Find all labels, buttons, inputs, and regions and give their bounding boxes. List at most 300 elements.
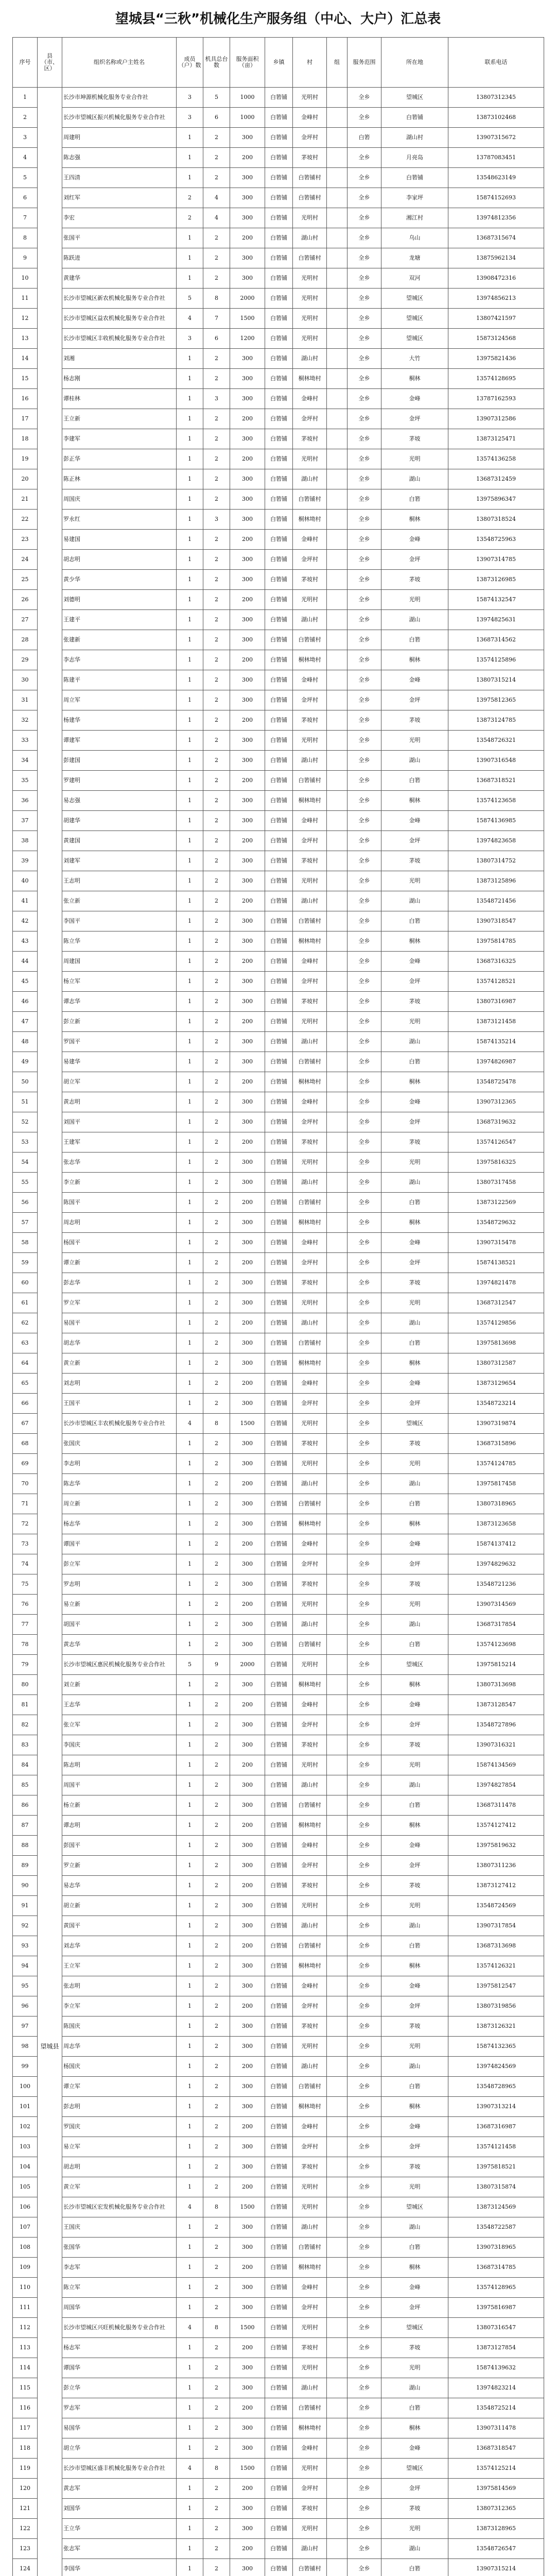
member-count: 1 [177,1936,203,1956]
row-number: 75 [13,1574,38,1595]
service-scope: 全乡 [348,510,381,530]
organization-name: 谭立军 [62,2077,177,2097]
phone-cell: 15874132365 [448,2037,544,2057]
machine-count: 2 [203,1896,230,1916]
town-cell: 白箬铺 [265,1474,293,1494]
town-cell: 白箬铺 [265,1615,293,1635]
member-count: 1 [177,992,203,1012]
location-cell: 湘江村 [381,208,448,228]
row-number: 17 [13,409,38,429]
service-scope: 全乡 [348,1635,381,1655]
organization-name: 李志华 [62,650,177,670]
machine-count: 2 [203,851,230,871]
village-cell: 金峰村 [293,670,327,690]
organization-name: 黄立军 [62,2177,177,2197]
row-number: 16 [13,389,38,409]
table-row [13,329,544,349]
service-scope: 全乡 [348,1474,381,1494]
service-area: 300 [230,1715,265,1735]
group-cell [327,1494,348,1514]
row-number: 61 [13,1293,38,1313]
service-scope: 全乡 [348,228,381,248]
member-count: 1 [177,1514,203,1534]
row-number: 98 [13,2037,38,2057]
town-cell: 白箬铺 [265,2479,293,2499]
table-row [13,2157,544,2177]
phone-cell: 13548727896 [448,1715,544,1735]
village-cell: 湖山村 [293,1173,327,1193]
service-scope: 全乡 [348,1153,381,1173]
village-cell: 金峰村 [293,1092,327,1112]
location-cell: 大竹 [381,349,448,369]
service-scope: 全乡 [348,309,381,329]
phone-cell: 15874132547 [448,590,544,610]
service-area: 300 [230,369,265,389]
member-count: 1 [177,2438,203,2459]
location-cell: 光明 [381,590,448,610]
service-scope: 全乡 [348,1012,381,1032]
row-number: 71 [13,1494,38,1514]
service-scope: 全乡 [348,1333,381,1353]
table-header-row [13,38,544,88]
location-cell: 金坪 [381,550,448,570]
village-cell: 金坪村 [293,2137,327,2157]
service-area: 300 [230,851,265,871]
village-cell: 茅坡村 [293,1273,327,1293]
row-number: 6 [13,188,38,208]
organization-name: 易国华 [62,2418,177,2438]
table-row [13,992,544,1012]
table-body [13,88,544,2576]
group-cell [327,2197,348,2217]
machine-count: 2 [203,2037,230,2057]
phone-cell: 15874134569 [448,1755,544,1775]
phone-cell: 13687316325 [448,952,544,972]
phone-cell: 13873126985 [448,570,544,590]
row-number: 91 [13,1896,38,1916]
table-row [13,831,544,851]
location-cell: 金峰 [381,670,448,690]
phone-cell: 13907313214 [448,2097,544,2117]
phone-cell: 13574128695 [448,369,544,389]
service-scope: 全乡 [348,2057,381,2077]
machine-count: 2 [203,1595,230,1615]
organization-name: 杨志军 [62,2338,177,2358]
phone-cell: 13687317854 [448,1615,544,1635]
machine-count: 2 [203,2398,230,2418]
location-cell: 桐林 [381,369,448,389]
machine-count: 2 [203,650,230,670]
village-cell: 金峰村 [293,2117,327,2137]
table-row [13,851,544,871]
group-cell [327,530,348,550]
table-row [13,1112,544,1132]
machine-count: 2 [203,1936,230,1956]
machine-count: 8 [203,2318,230,2338]
service-scope: 全乡 [348,1735,381,1755]
service-area: 200 [230,1755,265,1775]
phone-cell: 13574125214 [448,2459,544,2479]
location-cell: 光明 [381,2358,448,2378]
table-row [13,1735,544,1755]
organization-name: 黄国平 [62,1916,177,1936]
row-number: 43 [13,931,38,952]
table-row [13,1353,544,1374]
village-cell: 桐林坳村 [293,369,327,389]
location-cell: 茅坡 [381,2338,448,2358]
location-cell: 光明 [381,731,448,751]
machine-count: 2 [203,1213,230,1233]
location-cell: 白箬 [381,1494,448,1514]
table-row [13,1876,544,1896]
machine-count: 2 [203,1494,230,1514]
machine-count: 2 [203,2278,230,2298]
service-scope: 全乡 [348,1715,381,1735]
service-scope: 全乡 [348,2418,381,2438]
member-count: 1 [177,2037,203,2057]
service-area: 200 [230,590,265,610]
location-cell: 茅坡 [381,1273,448,1293]
village-cell: 桐林坳村 [293,2258,327,2278]
service-area: 200 [230,891,265,911]
village-cell: 光明村 [293,2358,327,2378]
group-cell [327,1735,348,1755]
organization-name: 李建军 [62,429,177,449]
organization-name: 黄志军 [62,2479,177,2499]
member-count: 1 [177,911,203,931]
phone-cell: 13787162593 [448,389,544,409]
service-scope: 全乡 [348,1876,381,1896]
member-count: 1 [177,630,203,650]
member-count: 1 [177,228,203,248]
member-count: 1 [177,1494,203,1514]
service-scope: 全乡 [348,1052,381,1072]
service-area: 200 [230,1876,265,1896]
service-area: 300 [230,550,265,570]
service-scope: 全乡 [348,1996,381,2016]
row-number: 64 [13,1353,38,1374]
machine-count: 2 [203,2539,230,2559]
phone-cell: 13907317854 [448,1916,544,1936]
table-row [13,791,544,811]
phone-cell: 13975896347 [448,489,544,510]
machine-count: 2 [203,1474,230,1494]
group-cell [327,1715,348,1735]
group-cell [327,1675,348,1695]
row-number: 108 [13,2238,38,2258]
row-number: 20 [13,469,38,489]
member-count: 1 [177,1353,203,1374]
group-cell [327,1012,348,1032]
group-cell [327,1253,348,1273]
machine-count: 3 [203,389,230,409]
village-cell: 白箬铺村 [293,911,327,931]
village-cell: 茅坡村 [293,429,327,449]
group-cell [327,88,348,108]
member-count: 1 [177,1876,203,1896]
member-count: 1 [177,1153,203,1173]
table-row [13,1193,544,1213]
row-number: 55 [13,1173,38,1193]
organization-name: 罗永红 [62,510,177,530]
group-cell [327,2459,348,2479]
table-row [13,1293,544,1313]
organization-name: 陈立华 [62,931,177,952]
service-area: 300 [230,469,265,489]
village-cell: 金峰村 [293,1534,327,1554]
phone-cell: 13807318524 [448,510,544,530]
machine-count: 2 [203,1032,230,1052]
service-area: 300 [230,670,265,690]
group-cell [327,329,348,349]
service-scope: 全乡 [348,1213,381,1233]
service-scope: 全乡 [348,1374,381,1394]
member-count: 1 [177,2137,203,2157]
group-cell [327,1836,348,1856]
member-count: 5 [177,289,203,309]
group-cell [327,2298,348,2318]
location-cell: 白箬 [381,489,448,510]
service-area: 200 [230,409,265,429]
row-number: 21 [13,489,38,510]
village-cell: 金峰村 [293,1695,327,1715]
service-area: 300 [230,1434,265,1454]
member-count: 1 [177,590,203,610]
member-count: 4 [177,2318,203,2338]
row-number: 11 [13,289,38,309]
organization-name: 彭国平 [62,1836,177,1856]
service-scope: 全乡 [348,2559,381,2576]
table-row [13,289,544,309]
organization-name: 长沙市望城区盛丰机械化服务专业合作社 [62,2459,177,2479]
phone-cell: 13807313698 [448,1675,544,1695]
table-row [13,731,544,751]
town-cell: 白箬铺 [265,1374,293,1394]
row-number: 63 [13,1333,38,1353]
service-area: 300 [230,268,265,289]
phone-cell: 13548729632 [448,1213,544,1233]
phone-cell: 13548623149 [448,168,544,188]
town-cell: 白箬铺 [265,1795,293,1816]
group-cell [327,409,348,429]
town-cell: 白箬铺 [265,2298,293,2318]
machine-count: 2 [203,1615,230,1635]
town-cell: 白箬铺 [265,369,293,389]
town-cell: 白箬铺 [265,1514,293,1534]
organization-name: 张国庆 [62,1434,177,1454]
town-cell: 白箬铺 [265,1976,293,1996]
town-cell: 白箬铺 [265,1052,293,1072]
row-number: 83 [13,1735,38,1755]
row-number: 13 [13,329,38,349]
row-number: 112 [13,2318,38,2338]
machine-count: 2 [203,429,230,449]
member-count: 1 [177,1836,203,1856]
service-scope: 全乡 [348,1273,381,1293]
group-cell [327,1916,348,1936]
table-row [13,690,544,710]
member-count: 1 [177,2479,203,2499]
organization-name: 陈立军 [62,2278,177,2298]
phone-cell: 13974829632 [448,1554,544,1574]
phone-cell: 13907314569 [448,1595,544,1615]
town-cell: 白箬铺 [265,2137,293,2157]
machine-count: 2 [203,1534,230,1554]
organization-name: 陈国平 [62,1193,177,1213]
member-count: 1 [177,248,203,268]
group-cell [327,128,348,148]
town-cell: 白箬铺 [265,2438,293,2459]
location-cell: 望城区 [381,88,448,108]
group-cell [327,228,348,248]
village-cell: 湖山村 [293,1474,327,1494]
group-cell [327,1414,348,1434]
location-cell: 白箬 [381,1333,448,1353]
row-number: 24 [13,550,38,570]
organization-name: 陈志华 [62,1474,177,1494]
service-scope: 全乡 [348,2258,381,2278]
table-row [13,1976,544,1996]
village-cell: 桐林坳村 [293,1514,327,1534]
town-cell: 白箬铺 [265,148,293,168]
organization-name: 彭立新 [62,1012,177,1032]
town-cell: 白箬铺 [265,891,293,911]
member-count: 1 [177,429,203,449]
organization-name: 长沙市望城区兴旺机械化服务专业合作社 [62,2318,177,2338]
table-row [13,2398,544,2418]
machine-count: 5 [203,88,230,108]
organization-name: 长沙市望城区宏发机械化服务专业合作社 [62,2197,177,2217]
machine-count: 2 [203,1012,230,1032]
service-scope: 全乡 [348,1655,381,1675]
service-area: 300 [230,2519,265,2539]
town-cell: 白箬铺 [265,1715,293,1735]
village-cell: 湖山村 [293,2378,327,2398]
group-cell [327,1072,348,1092]
location-cell: 金峰 [381,2438,448,2459]
member-count: 1 [177,1595,203,1615]
location-cell: 桐林 [381,931,448,952]
village-cell: 白箬铺村 [293,2077,327,2097]
service-area: 300 [230,570,265,590]
table-row [13,2418,544,2438]
machine-count: 2 [203,2479,230,2499]
row-number: 118 [13,2438,38,2459]
row-number: 40 [13,871,38,891]
organization-name: 黄志华 [62,1635,177,1655]
service-area: 200 [230,710,265,731]
phone-cell: 13907316548 [448,751,544,771]
service-area: 300 [230,751,265,771]
group-cell [327,1052,348,1072]
table-row [13,1534,544,1554]
location-cell: 湖山 [381,469,448,489]
organization-name: 李志明 [62,1454,177,1474]
machine-count: 2 [203,228,230,248]
service-scope: 全乡 [348,1976,381,1996]
service-scope: 全乡 [348,429,381,449]
group-cell [327,2217,348,2238]
location-cell: 茅坡 [381,992,448,1012]
phone-cell: 13975816325 [448,1153,544,1173]
service-area: 200 [230,530,265,550]
table-row [13,710,544,731]
table-row [13,510,544,530]
town-cell: 白箬铺 [265,1273,293,1293]
town-cell: 白箬铺 [265,972,293,992]
row-number: 110 [13,2278,38,2298]
location-cell: 金坪 [381,1112,448,1132]
village-cell: 光明村 [293,2037,327,2057]
phone-cell: 13548728965 [448,2077,544,2097]
group-cell [327,931,348,952]
phone-cell: 13574123658 [448,791,544,811]
table-row [13,1012,544,1032]
row-number: 48 [13,1032,38,1052]
town-cell: 白箬铺 [265,2217,293,2238]
member-count: 1 [177,1615,203,1635]
location-cell: 金坪 [381,1394,448,1414]
town-cell: 白箬铺 [265,590,293,610]
town-cell: 白箬铺 [265,650,293,670]
phone-cell: 13907312586 [448,409,544,429]
service-scope: 全乡 [348,831,381,851]
organization-name: 张志华 [62,1153,177,1173]
service-scope: 全乡 [348,550,381,570]
village-cell: 金坪村 [293,409,327,429]
service-scope: 全乡 [348,2459,381,2479]
group-cell [327,289,348,309]
table-row [13,650,544,670]
town-cell: 白箬铺 [265,108,293,128]
town-cell: 白箬铺 [265,469,293,489]
table-row [13,1675,544,1695]
organization-name: 周建明 [62,128,177,148]
machine-count: 2 [203,1916,230,1936]
town-cell: 白箬铺 [265,1032,293,1052]
village-cell: 光明村 [293,289,327,309]
service-area: 200 [230,228,265,248]
machine-count: 2 [203,1514,230,1534]
town-cell: 白箬铺 [265,1936,293,1956]
member-count: 1 [177,1715,203,1735]
member-count: 1 [177,1574,203,1595]
row-number: 33 [13,731,38,751]
phone-cell: 13908472316 [448,268,544,289]
table-row [13,2459,544,2479]
service-area: 200 [230,1313,265,1333]
service-area: 300 [230,630,265,650]
member-count: 1 [177,2298,203,2318]
member-count: 1 [177,2177,203,2197]
table-row [13,2037,544,2057]
machine-count: 2 [203,1193,230,1213]
service-scope: 全乡 [348,1615,381,1635]
machine-count: 8 [203,289,230,309]
town-cell: 白箬铺 [265,550,293,570]
organization-name: 陈志强 [62,148,177,168]
member-count: 1 [177,2016,203,2037]
organization-name: 周立军 [62,690,177,710]
service-area: 200 [230,2479,265,2499]
town-cell: 白箬铺 [265,510,293,530]
organization-name: 刘志华 [62,1936,177,1956]
town-cell: 白箬铺 [265,188,293,208]
group-cell [327,952,348,972]
machine-count: 2 [203,1675,230,1695]
row-number: 8 [13,228,38,248]
service-area: 300 [230,1956,265,1976]
